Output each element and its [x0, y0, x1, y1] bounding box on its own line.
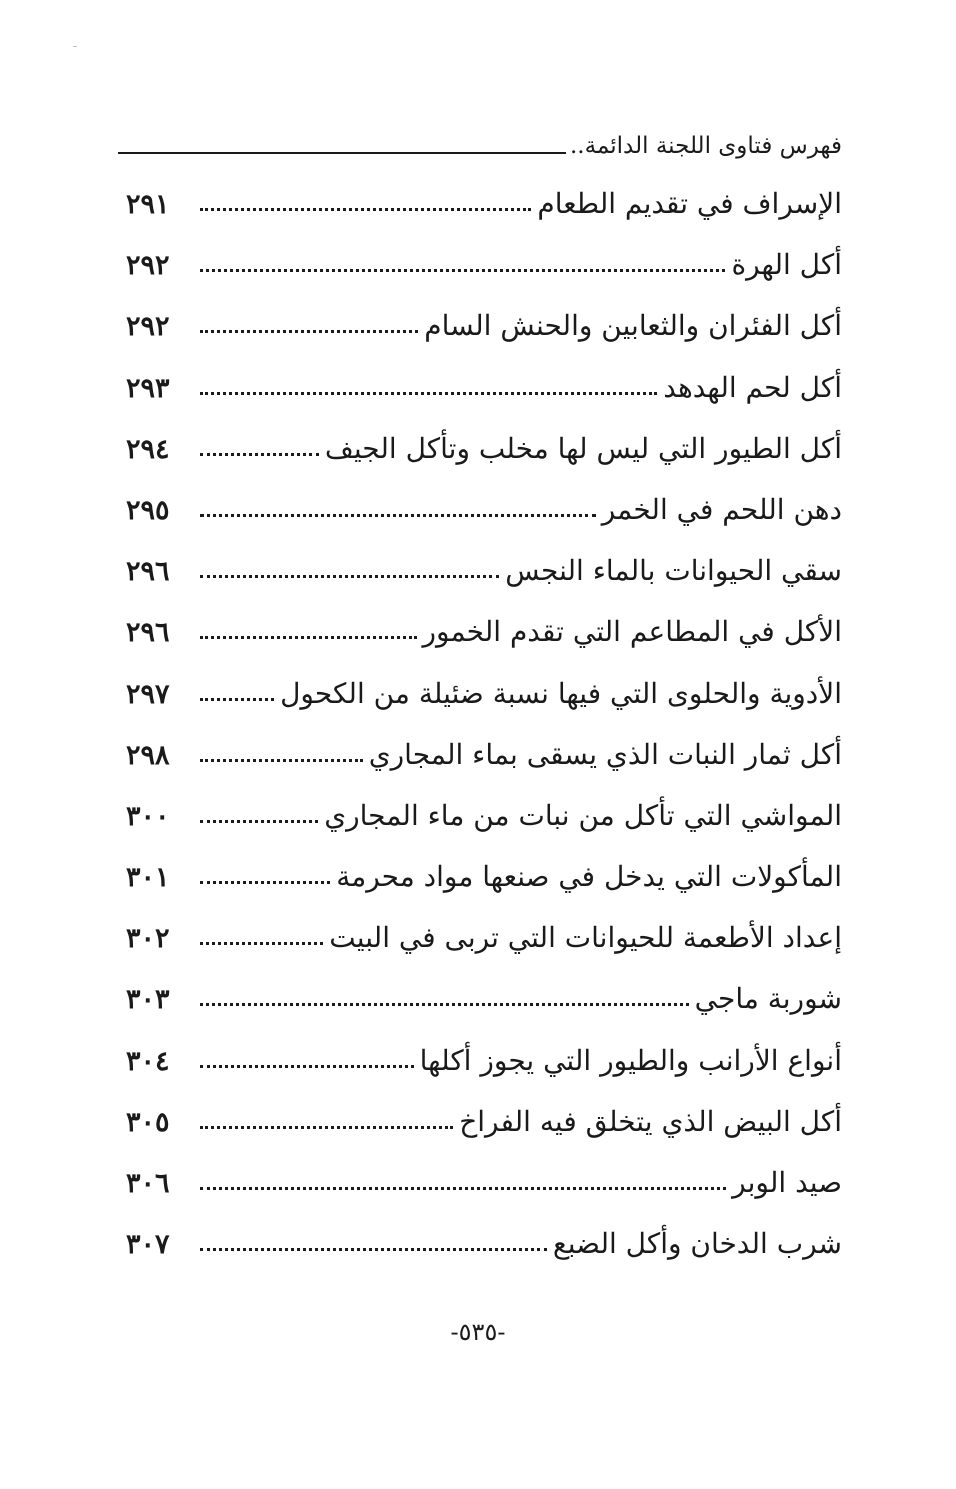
toc-entry-title: أكل البيض الذي يتخلق فيه الفراخ: [459, 1104, 842, 1138]
dot-leader: [200, 269, 725, 272]
toc-entry[interactable]: [126, 982, 842, 1046]
toc-entry-page: ٢٩١: [126, 189, 170, 220]
toc-entry-page: ٢٩٨: [126, 739, 170, 771]
dot-leader: [200, 1065, 414, 1068]
toc-entry-page: ٢٩٢: [126, 311, 170, 343]
toc-entry-page: ٣٠٣: [126, 984, 170, 1016]
toc-entry[interactable]: [126, 370, 842, 435]
toc-entry-page: ٢٩٧: [126, 678, 170, 710]
toc-entry-page: ٣٠٥: [126, 1106, 170, 1138]
toc-entry-title: أكل الطيور التي ليس لها مخلب وتأكل الجيف: [324, 431, 842, 465]
toc-entry-page: ٢٩٣: [126, 372, 170, 404]
toc-entry-page: ٣٠١: [126, 862, 170, 894]
toc-entry-title: الإسراف في تقديم الطعام: [537, 187, 842, 220]
header-rule: [118, 152, 566, 154]
scan-speck: [73, 46, 77, 47]
toc-entry-title: أكل لحم الهدهد: [663, 370, 842, 404]
toc-entry-page: ٢٩٢: [126, 250, 170, 282]
page-number: -٥٣٥-: [450, 1318, 506, 1346]
toc-entry-page: ٢٩٤: [126, 433, 170, 465]
table-of-contents: [126, 187, 842, 1291]
toc-entry-page: ٢٩٦: [126, 617, 170, 649]
toc-entry-title: شرب الدخان وأكل الضبع: [552, 1227, 842, 1261]
toc-entry-title: المأكولات التي يدخل في صنعها مواد محرمة: [336, 860, 842, 894]
dot-leader: [200, 208, 531, 211]
toc-entry-page: ٣٠٢: [126, 923, 170, 955]
toc-entry-page: ٢٩٥: [126, 494, 170, 526]
toc-entry-title: الأدوية والحلوى التي فيها نسبة ضئيلة من الكحول: [280, 676, 842, 710]
dot-leader: [200, 1248, 547, 1251]
toc-entry[interactable]: [126, 798, 842, 863]
toc-entry-title: سقي الحيوانات بالماء النجس: [505, 554, 842, 588]
toc-entry[interactable]: [126, 431, 842, 496]
toc-entry-title: شوربة ماجي: [694, 982, 842, 1016]
toc-entry[interactable]: [126, 248, 842, 312]
toc-entry-page: ٣٠٤: [126, 1045, 170, 1077]
dot-leader: [200, 514, 596, 517]
dot-leader: [200, 1003, 689, 1006]
toc-entry[interactable]: [126, 860, 842, 924]
header-title: فهرس فتاوى اللجنة الدائمة..: [570, 133, 842, 159]
toc-entry[interactable]: [126, 1043, 842, 1108]
toc-entry-title: أكل الهرة: [731, 248, 842, 282]
toc-entry[interactable]: [126, 554, 842, 618]
dot-leader: [200, 575, 499, 578]
toc-entry-title: الأكل في المطاعم التي تقدم الخمور: [422, 615, 842, 649]
toc-entry[interactable]: [126, 615, 842, 679]
running-header: [118, 128, 842, 168]
dot-leader: [200, 1126, 453, 1129]
dot-leader: [200, 881, 330, 884]
toc-entry-title: المواشي التي تأكل من نبات من ماء المجاري: [324, 798, 842, 832]
toc-entry[interactable]: [126, 309, 842, 373]
dot-leader: [200, 759, 363, 762]
toc-entry-title: أكل ثمار النبات الذي يسقى بماء المجاري: [368, 737, 842, 771]
toc-entry[interactable]: [126, 1227, 842, 1291]
toc-entry[interactable]: [126, 492, 842, 557]
dot-leader: [200, 392, 657, 395]
dot-leader: [200, 942, 323, 945]
dot-leader: [200, 698, 274, 701]
toc-entry[interactable]: [126, 1166, 842, 1230]
toc-entry[interactable]: [126, 1104, 842, 1169]
toc-entry-title: أكل الفئران والثعابين والحنش السام: [424, 309, 842, 343]
toc-entry[interactable]: [126, 921, 842, 985]
toc-entry-page: ٣٠٧: [126, 1229, 170, 1261]
toc-entry-title: دهن اللحم في الخمر: [601, 492, 842, 526]
dot-leader: [200, 820, 318, 823]
toc-entry-title: إعداد الأطعمة للحيوانات التي تربى في البيت: [329, 921, 842, 955]
dot-leader: [200, 636, 417, 639]
toc-entry-title: صيد الوبر: [732, 1166, 842, 1199]
toc-entry-title: أنواع الأرانب والطيور التي يجوز أكلها: [419, 1043, 842, 1077]
dot-leader: [200, 330, 418, 333]
dot-leader: [200, 453, 319, 456]
toc-entry[interactable]: [126, 737, 842, 802]
toc-entry-page: ٢٩٦: [126, 556, 170, 588]
toc-entry-page: ٣٠٦: [126, 1168, 170, 1199]
toc-entry[interactable]: [126, 187, 842, 251]
toc-entry[interactable]: [126, 676, 842, 741]
toc-entry-page: ٣٠٠: [126, 800, 170, 832]
dot-leader: [200, 1187, 726, 1190]
